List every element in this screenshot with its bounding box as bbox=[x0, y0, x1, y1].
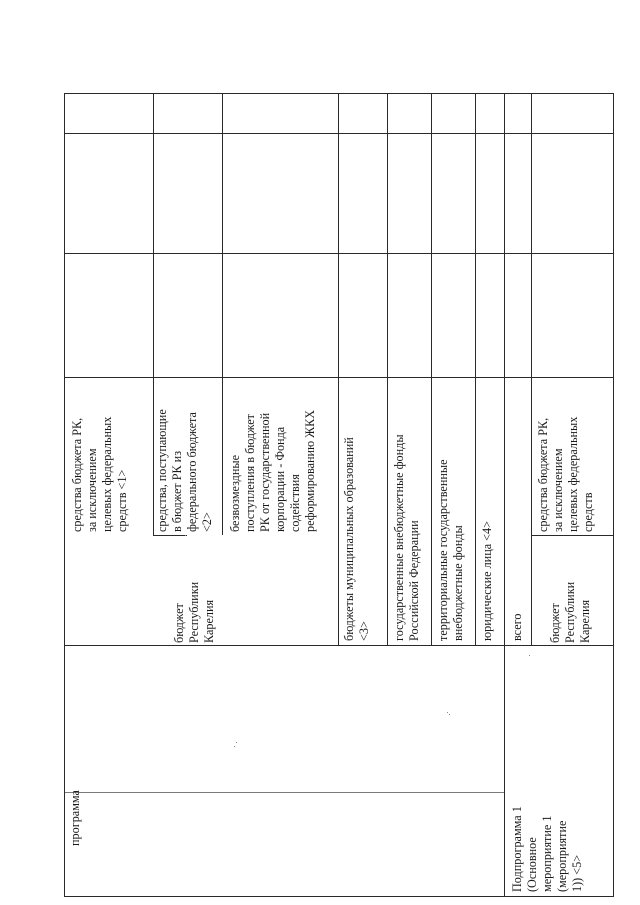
fund-jkh-cell: безвозмездные поступления в бюджет РК от государственной корпорации - Фонда содействия реформированию ЖКХ bbox=[228, 409, 317, 532]
own-funds-cell: средства бюджета РК, за исключением целевых федеральных средств <1> bbox=[70, 416, 129, 532]
scan-speck bbox=[236, 742, 237, 743]
row-divider-legal bbox=[504, 93, 505, 896]
territorial-funds-cell: территориальные государственные внебюджетные фонды bbox=[436, 459, 465, 641]
row-divider-municipal bbox=[387, 93, 388, 645]
table-line-empty-column bbox=[64, 792, 504, 793]
total-cell: всего bbox=[510, 613, 524, 641]
subprogram-1-label: Подпрограмма 1 (Основное мероприятие 1 (мероприятие 1)) <5> bbox=[510, 806, 584, 892]
own-funds-cell-2: средства бюджета РК, за исключением целевых федеральных средств bbox=[536, 416, 595, 532]
table-border-left bbox=[64, 93, 65, 896]
scan-speck bbox=[234, 746, 235, 747]
budget-rk-label-2: бюджет Республики Карелия bbox=[548, 581, 592, 643]
row-divider-federal bbox=[222, 93, 223, 535]
row-divider-budget-rk bbox=[338, 93, 339, 645]
legal-entities-cell: юридические лица <4> bbox=[480, 520, 494, 641]
row-divider-territorial bbox=[475, 93, 476, 645]
table-line-subsource-column bbox=[153, 535, 187, 536]
table-border-right bbox=[613, 93, 614, 896]
budget-rk-label: бюджет Республики Карелия bbox=[172, 581, 216, 643]
table-border-bottom bbox=[64, 896, 614, 897]
state-extrabudgetary-funds-cell: государственные внебюджетные фонды Российской Федерации bbox=[392, 434, 421, 641]
scan-speck bbox=[529, 655, 530, 656]
table-line-budget-column bbox=[64, 645, 614, 646]
table-line-subsource-column-2 bbox=[531, 535, 614, 536]
federal-funds-cell: средства, поступающие в бюджет РК из федерального бюджета <2> bbox=[155, 409, 214, 532]
row-divider-state-funds bbox=[431, 93, 432, 645]
row-divider-total bbox=[531, 93, 532, 645]
program-label: программа bbox=[68, 790, 82, 846]
scan-speck bbox=[185, 535, 186, 536]
row-divider-own-funds bbox=[153, 93, 154, 535]
municipal-budgets-cell: бюджеты муниципальных образований <3> bbox=[342, 437, 371, 641]
scan-speck bbox=[449, 714, 450, 715]
scan-speck bbox=[447, 712, 448, 713]
